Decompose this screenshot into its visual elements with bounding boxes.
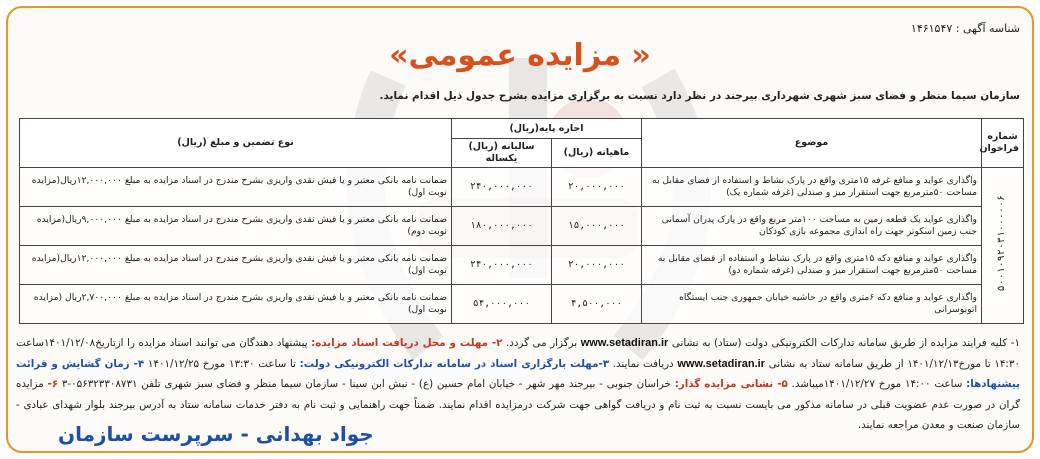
term-4-heading: ۴- زمان گشایش و قرائت پیشنهادها: xyxy=(16,357,1020,390)
table-row xyxy=(20,167,1024,206)
term-1-end: برگزار می گردد. xyxy=(505,337,578,349)
auction-table xyxy=(19,118,1024,324)
term-5-text: خراسان جنوبی - بیرجند مهر شهر - خیابان امام حسین (ع) - نبش ابن سینا - سازمان سیما منظر و فضای سبز شهری تلفن ۰۵۶۳۲۳۳۰۸۷۳۱-۳ xyxy=(61,378,671,390)
term-2-heading: ۲- مهلت و محل دریافت اسناد مزایده: xyxy=(311,337,503,349)
header-yearly: سالیانه (ریال) یکساله xyxy=(452,139,552,168)
header-monthly: ماهیانه (ریال) xyxy=(552,139,642,168)
subject-cell: واگذاری عواید و منافع دکه ۱۵متری واقع در پارک نشاط و استفاده از فضای مقابل به مساحت ۵۰مترمربع جهت استقرار میز و صندلی (غرفه شماره دو) xyxy=(642,245,982,284)
term-2-text: پیشنهاد دهندگان می توانند اسناد مزایده را ازتاریخ۱۴۰۱/۱۲/۰۸ساعت ۱۴:۳۰ تا مورخ۱۴۰۱/۱۲/۱۳ از طریق سامانه ستاد به نشانی xyxy=(16,337,1020,370)
subject-cell: واگذاری عواید و منافع غرفه ۱۵متری واقع در پارک نشاط و استفاده از فضای مقابل به مساحت ۵۰مترمربع جهت استقرار میز و صندلی (غرفه شماره یک) xyxy=(642,167,982,206)
guarantee-cell: ضمانت نامه بانکی معتبر و یا فیش نقدی واریزی بشرح مندرج در اسناد مزایده به مبلغ ۱۲,۰۰۰,۰۰۰ریال(مزایده نوبت اول) xyxy=(20,167,452,206)
header-base-rent: اجاره پایه(ریال) xyxy=(452,119,642,139)
intro-text: سازمان سیما منظر و فضای سبز شهری شهرداری بیرجند در نظر دارد نسبت به برگزاری مزایده بشرح جدول ذیل اقدام نماید. xyxy=(379,90,1020,102)
term-4-text: ساعت ۱۴:۰۰ مورخ ۱۴۰۱/۱۲/۲۷میباشد. xyxy=(791,378,963,390)
auction-table-wrap xyxy=(20,118,1024,324)
yearly-cell: ۱۸۰,۰۰۰,۰۰۰ xyxy=(452,206,552,245)
signature: جواد بهدانی - سرپرست سازمان xyxy=(58,422,374,446)
term-6-heading: ۶- xyxy=(47,378,59,390)
monthly-cell: ۲۰,۰۰۰,۰۰۰ xyxy=(552,245,642,284)
ad-id-label: شناسه آگهی : ۱۴۶۱۵۴۷ xyxy=(910,22,1020,35)
guarantee-cell: ضمانت نامه بانکی معتبر و یا فیش نقدی واریزی بشرح مندرج در اسناد مزایده به مبلغ ۹,۰۰۰,۰۰۰ریال(مزایده نوبت دوم) xyxy=(20,206,452,245)
yearly-cell: ۲۴۰,۰۰۰,۰۰۰ xyxy=(452,245,552,284)
monthly-cell: ۱۵,۰۰۰,۰۰۰ xyxy=(552,206,642,245)
term-5-heading: ۵- نشانی مزایده گذار: xyxy=(674,378,788,390)
call-number-cell xyxy=(982,167,1024,323)
term-3-heading: ۳-مهلت بارگزاری اسناد در سامانه تدارکات الکترونیکی دولت: xyxy=(299,357,610,370)
setad-link[interactable]: www.setadiran.ir xyxy=(580,337,669,349)
monthly-cell: ۲۰,۰۰۰,۰۰۰ xyxy=(552,167,642,206)
table-row xyxy=(20,284,1024,323)
setad-link-2[interactable]: www.setadiran.ir xyxy=(677,357,765,370)
table-row xyxy=(20,245,1024,284)
subject-cell: واگذاری عواید و منافع دکه ۶متری واقع در حاشیه خیابان جمهوری جنب ایستگاه اتوبوسرانی xyxy=(642,284,982,323)
yearly-cell: ۵۴,۰۰۰,۰۰۰ xyxy=(452,284,552,323)
ad-frame xyxy=(6,6,1034,453)
subject-cell: واگذاری عواید یک قطعه زمین به مساحت ۱۰۰متر مربع واقع در پارک پدران آسمانی جنب زمین اسکوتر جهت راه اندازی مجموعه بازی کودکان xyxy=(642,206,982,245)
call-number: ۵۰۰۱۰۹۲۰۳۱۰۰۰۰۰۶ xyxy=(996,194,1008,292)
header-guarantee: نوع تضمین و مبلغ (ریال) xyxy=(20,119,452,168)
monthly-cell: ۴,۵۰۰,۰۰۰ xyxy=(552,284,642,323)
table-row xyxy=(20,206,1024,245)
header-subject: موضوع xyxy=(642,119,982,168)
term-6-text: مزایده گران در صورت عدم عضویت قبلی در سامانه مذکور می بایست نسبت به ثبت نام و دریافت گواهی جهت شرکت درمزایده اقدام نمایند. ضمناً جهت راهنمایی و ثبت نام به دفتر خدمات سامانه ستاد به آدرس بیرجند بلوار شهدای عبادی - سازمان صنعت و معدن مراجعه نمایند. xyxy=(16,378,1020,431)
terms-text xyxy=(16,333,1020,436)
yearly-cell: ۲۴۰,۰۰۰,۰۰۰ xyxy=(452,167,552,206)
term-1-text: ۱- کلیه فرایند مزایده از طریق سامانه تدارکات الکترونیکی دولت (ستاد) به نشانی xyxy=(671,337,1020,349)
guarantee-cell: ضمانت نامه بانکی معتبر و یا فیش نقدی واریزی بشرح مندرج در اسناد مزایده به مبلغ ۱۲,۰۰۰,۰۰۰ریال(مزایده نوبت اول) xyxy=(20,245,452,284)
header-call-no: شماره فراخوان xyxy=(982,119,1024,168)
page-title: « مزایده عمومی» xyxy=(389,38,651,73)
term-3-text: تا ساعت ۱۳:۳۰ مورخ ۱۴۰۱/۱۲/۲۵ xyxy=(147,357,296,370)
guarantee-cell: ضمانت نامه بانکی معتبر و یا فیش نقدی واریزی بشرح مندرج در اسناد مزایده به مبلغ ۲,۷۰۰,۰۰۰ریال (مزایده نوبت اول) xyxy=(20,284,452,323)
term-2-end: دریافت نمایند. xyxy=(612,357,674,370)
